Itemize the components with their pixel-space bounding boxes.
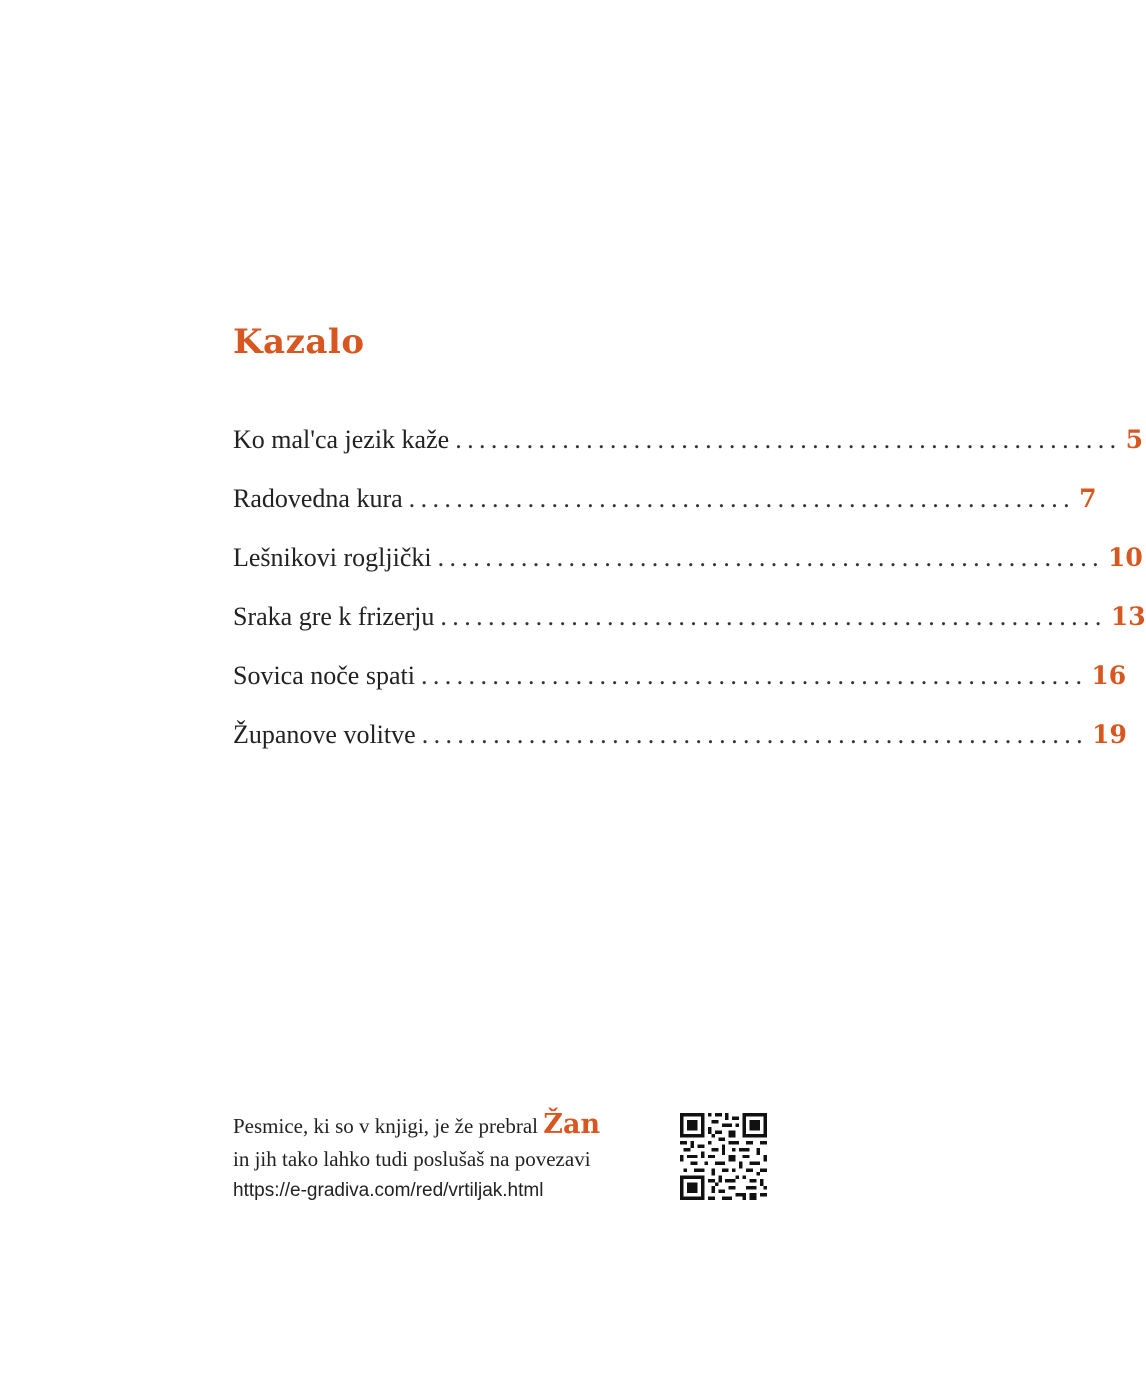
toc-entry-page: 5 bbox=[1125, 425, 1143, 454]
toc-entry-title: Lešnikovi rogljički bbox=[233, 543, 432, 572]
toc-entry-title: Županove volitve bbox=[233, 720, 416, 749]
toc-leader-dots: ........................................................ bbox=[440, 602, 1107, 631]
toc-entry-title: Radovedna kura bbox=[233, 484, 403, 513]
table-of-contents bbox=[233, 425, 1146, 779]
toc-leader-dots: ........................................................ bbox=[421, 720, 1089, 749]
toc-entry[interactable] bbox=[233, 720, 1127, 779]
qr-code-icon[interactable] bbox=[680, 1113, 767, 1200]
toc-leader-dots: ........................................................ bbox=[408, 484, 1076, 513]
toc-entry-page: 10 bbox=[1108, 543, 1143, 572]
toc-entry-page: 19 bbox=[1092, 720, 1127, 749]
footer-note bbox=[233, 1108, 663, 1206]
toc-leader-dots: ........................................................ bbox=[437, 543, 1104, 572]
toc-entry-page: 16 bbox=[1091, 661, 1127, 690]
toc-entry[interactable] bbox=[233, 602, 1146, 661]
toc-entry-page: 13 bbox=[1110, 602, 1146, 631]
narrator-name: Žan bbox=[543, 1109, 601, 1140]
toc-entry-page: 7 bbox=[1079, 484, 1097, 513]
audio-link[interactable]: https://e-gradiva.com/red/vrtiljak.html bbox=[233, 1180, 544, 1201]
toc-entry-title: Ko mal'ca jezik kaže bbox=[233, 425, 450, 454]
toc-entry[interactable] bbox=[233, 543, 1143, 602]
toc-entry-title: Sovica noče spati bbox=[233, 661, 415, 690]
footer-line-1 bbox=[233, 1108, 663, 1143]
toc-entry[interactable] bbox=[233, 661, 1127, 720]
toc-leader-dots: ........................................................ bbox=[420, 661, 1088, 690]
page-title: Kazalo bbox=[233, 322, 365, 362]
toc-leader-dots: ........................................................ bbox=[455, 425, 1122, 454]
footer-text-1: Pesmice, ki so v knjigi, je že prebral bbox=[233, 1114, 539, 1138]
toc-entry-title: Sraka gre k frizerju bbox=[233, 602, 435, 631]
toc-entry[interactable] bbox=[233, 484, 1097, 543]
footer-line-2: in jih tako lahko tudi poslušaš na povezavi bbox=[233, 1147, 591, 1171]
toc-entry[interactable] bbox=[233, 425, 1143, 484]
